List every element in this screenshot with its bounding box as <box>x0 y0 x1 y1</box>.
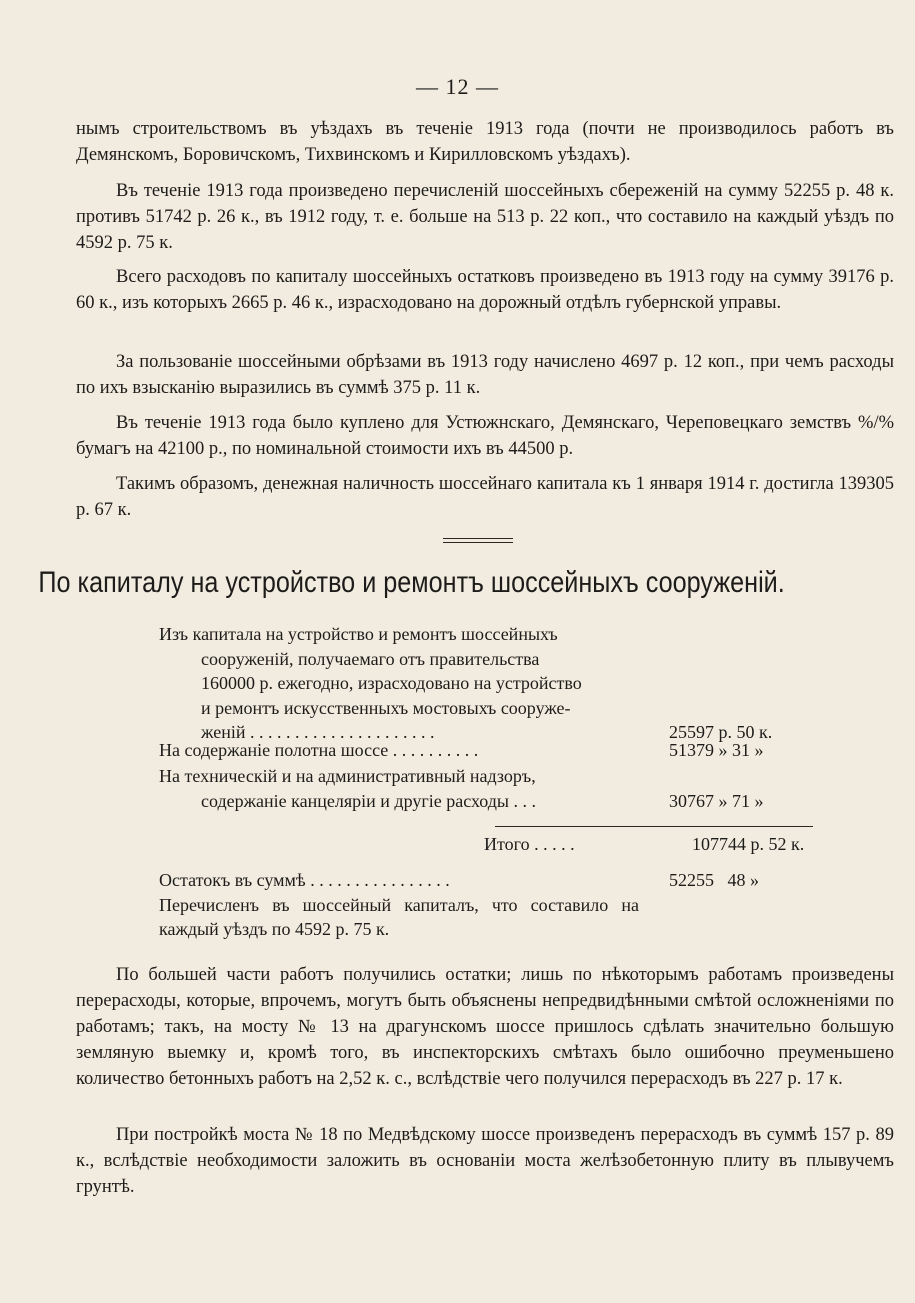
expense-amount: 30767 » 71 » <box>669 790 764 811</box>
section-heading: По капиталу на устройство и ремонтъ шоссейныхъ сооруженій. <box>38 566 785 599</box>
paragraph-land-use: За пользованіе шоссейными обрѣзами въ 1913 году начислено 4697 р. 12 коп., при чемъ расходы по ихъ взысканію выразились въ суммѣ 375 р. 11 к. <box>76 352 894 398</box>
remainder-amount: 52255 48 » <box>669 870 759 890</box>
expense-item-supervision <box>159 764 819 813</box>
total-amount: 107744 р. 52 к. <box>692 834 805 854</box>
expense-item-maintenance <box>159 738 819 763</box>
expense-label: На содержаніе полотна шоссе . . . . . . . . . . <box>159 740 479 760</box>
remainder-transfer-note: Перечисленъ въ шоссейный капиталъ, что составило на каждый уѣздъ по 4592 р. 75 к. <box>159 894 639 939</box>
paragraph-bridge-18: При постройкѣ моста № 18 по Медвѣдскому шоссе произведенъ перерасходъ въ суммѣ 157 р. 89 к., вслѣдствіе необходимости заложить въ основаніи моста желѣзобетонную плиту въ плывучемъ грунтѣ. <box>76 1125 894 1197</box>
total-rule <box>495 826 813 827</box>
remainder-label: Остатокъ въ суммѣ . . . . . . . . . . . . . . . . <box>159 870 450 890</box>
expense-label-cont: и ремонтъ искусственныхъ мостовыхъ сооруже- <box>201 697 571 718</box>
total-label: Итого . . . . . <box>484 834 575 854</box>
expense-label-cont: 160000 р. ежегодно, израсходовано на устройство <box>201 673 582 693</box>
section-divider <box>443 538 513 546</box>
page-number: — 12 — <box>416 74 499 99</box>
total-row <box>470 834 820 855</box>
paragraph-expenses: Всего расходовъ по капиталу шоссейныхъ остатковъ произведено въ 1913 году на сумму 39176 р. 60 к., изъ которыхъ 2665 р. 46 к., израсходовано на дорожный отдѣлъ губернской управы. <box>76 267 894 313</box>
expense-label-cont: содержаніе канцеляріи и другіе расходы . . . <box>201 790 536 811</box>
paragraph-securities: Въ теченіе 1913 года было куплено для Устюжнскаго, Демянскаго, Череповецкаго земствъ %/% бумагъ на 42100 р., по номинальной стоимости ихъ въ 44500 р. <box>76 413 894 459</box>
expense-amount: 25597 р. 50 к. <box>669 722 773 742</box>
expense-label-cont: женій . . . . . . . . . . . . . . . . . . . . . <box>201 722 435 742</box>
expense-label-cont: сооруженій, получаемаго отъ правительства <box>201 648 540 669</box>
paragraph-transfers: Въ теченіе 1913 года произведено перечисленій шоссейныхъ сбереженій на сумму 52255 р. 48 к. противъ 51742 р. 26 к., въ 1912 году, т. е. больше на 513 р. 22 коп., что составило на каждый уѣздъ по 4592 р. 75 к. <box>76 181 894 253</box>
paragraph-cash-balance: Такимъ образомъ, денежная наличность шоссейнаго капитала къ 1 января 1914 г. достигла 139305 р. 67 к. <box>76 474 894 520</box>
expense-label: На техническій и на административный надзоръ, <box>159 766 536 786</box>
paragraph-continuation: нымъ строительствомъ въ уѣздахъ въ теченіе 1913 года (почти не производилось работъ въ Демянскомъ, Боровичскомъ, Тихвинскомъ и Кирилловскомъ уѣздахъ). <box>76 119 894 165</box>
expense-label: Изъ капитала на устройство и ремонтъ шоссейныхъ <box>159 624 558 644</box>
expense-item-construction <box>159 622 819 745</box>
paragraph-overruns: По большей части работъ получились остатки; лишь по нѣкоторымъ работамъ произведены перерасходы, которые, впрочемъ, могутъ быть объяснены непредвидѣнными смѣтой осложненіями по работамъ; такъ, на мосту № 13 на драгунскомъ шоссе пришлось сдѣлать значительно большую земляную выемку и, кромѣ того, въ инспекторскихъ смѣтахъ было ошибочно преуменьшено количество бетонныхъ работъ на 2,52 к. с., вслѣдствіе чего получился перерасходъ въ 227 р. 17 к. <box>76 965 894 1089</box>
remainder-block <box>159 868 819 942</box>
expense-amount: 51379 » 31 » <box>669 740 764 760</box>
